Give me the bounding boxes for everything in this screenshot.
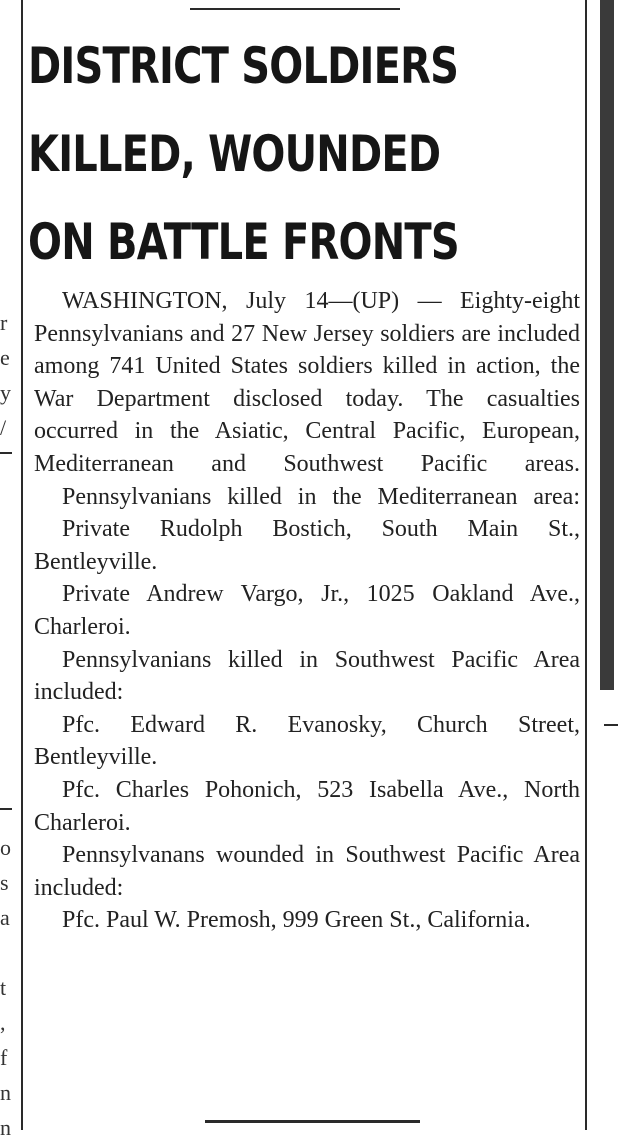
- headline-line-1: DISTRICT SOLDIERS: [28, 37, 459, 95]
- casualty-entry: Pfc. Edward R. Evanosky, Church Street, Bentleyville.: [34, 711, 580, 771]
- right-edge-bar: [600, 0, 614, 690]
- fragment: /: [0, 415, 7, 440]
- fragment: [0, 935, 16, 970]
- fragment: r: [0, 310, 8, 335]
- fragment: n: [0, 1115, 11, 1140]
- paragraph-wounded-heading: Pennsylvanans wounded in Southwest Pacific Area included:: [34, 842, 580, 901]
- fragment: a: [0, 905, 10, 930]
- left-column-fragments-top: [0, 305, 16, 445]
- right-column-rule: [585, 0, 587, 1130]
- top-rule: [190, 8, 400, 10]
- fragment: y: [0, 380, 11, 405]
- fragment: s: [0, 870, 9, 895]
- casualty-entry: Private Andrew Vargo, Jr., 1025 Oakland Ave., Charleroi.: [34, 581, 580, 640]
- lead-paragraph: WASHINGTON, July 14—(UP) — Eighty-eight Pennsylvanians and 27 New Jersey soldiers are included among 741 United States soldiers killed in action, the War Department disclosed today. The casualties occurred in the Asiatic, Central Pacific, European, Mediterranean and Southwest Pacific areas.: [34, 288, 580, 477]
- fragment: f: [0, 1045, 8, 1070]
- fragment: e: [0, 345, 10, 370]
- fragment: n: [0, 1080, 11, 1105]
- left-column-fragments-bottom: [0, 830, 16, 1145]
- fragment: ,: [0, 1010, 6, 1035]
- headline: [28, 22, 459, 286]
- paragraph-mediterranean-heading: Pennsylvanians killed in the Mediterranean area:: [62, 483, 580, 510]
- left-column-rule: [21, 0, 23, 1130]
- casualty-entry: Pfc. Charles Pohonich, 523 Isabella Ave., North Charleroi.: [34, 776, 580, 836]
- headline-line-3: ON BATTLE FRONTS: [28, 213, 459, 271]
- fragment: t: [0, 975, 7, 1000]
- casualty-entry: Pfc. Paul W. Premosh, 999 Green St., California.: [62, 907, 531, 934]
- paragraph-southwest-heading: Pennsylvanians killed in Southwest Pacific Area included:: [34, 646, 580, 706]
- headline-line-2: KILLED, WOUNDED: [28, 125, 441, 183]
- casualty-entry: Private Rudolph Bostich, South Main St., Bentleyville.: [34, 516, 580, 575]
- left-separator-1: [0, 452, 12, 454]
- article-body: [34, 285, 580, 937]
- right-tick: [604, 724, 618, 726]
- bottom-rule: [205, 1120, 420, 1123]
- left-separator-2: [0, 808, 12, 810]
- fragment: o: [0, 835, 11, 860]
